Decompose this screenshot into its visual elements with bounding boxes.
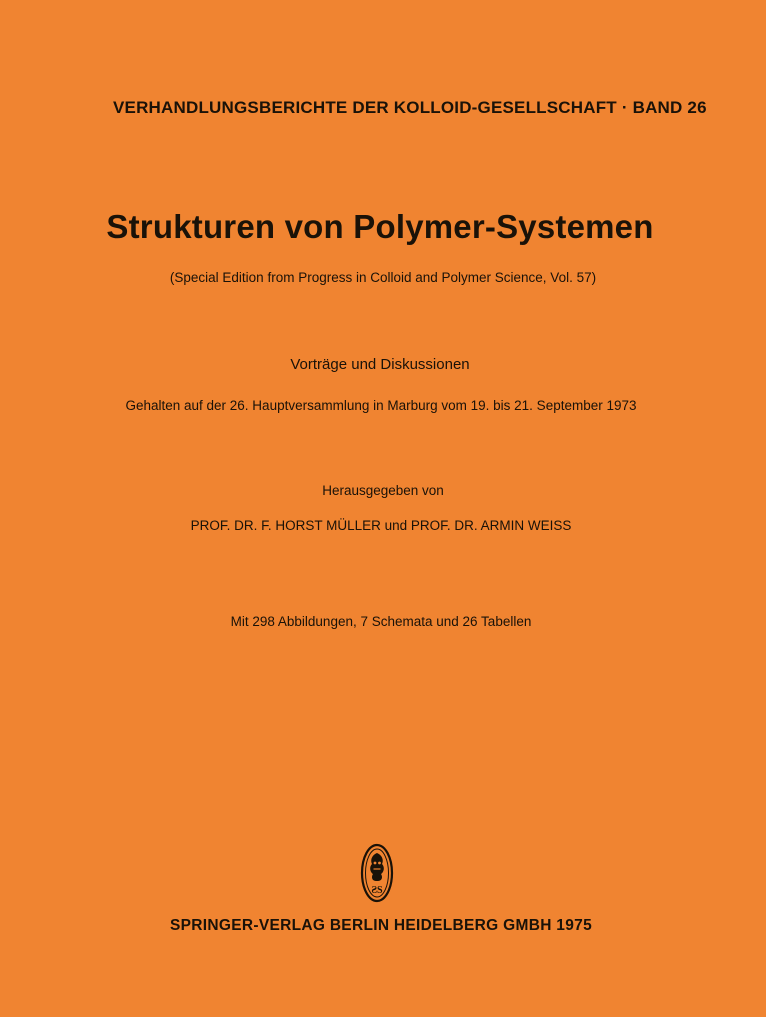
- editors-names: PROF. DR. F. HORST MÜLLER und PROF. DR. ARMIN WEISS: [190, 518, 572, 533]
- svg-text:ƧS: ƧS: [371, 885, 383, 896]
- meeting-info: Gehalten auf der 26. Hauptversammlung in Marburg vom 19. bis 21. September 1973: [125, 398, 637, 413]
- talks-heading: Vorträge und Diskussionen: [290, 356, 470, 373]
- book-subtitle: (Special Edition from Progress in Colloid and Polymer Science, Vol. 57): [169, 270, 597, 285]
- publisher-line: SPRINGER-VERLAG BERLIN HEIDELBERG GMBH 1975: [170, 917, 592, 934]
- series-title: VERHANDLUNGSBERICHTE DER KOLLOID-GESELLSCHAFT · BAND 26: [113, 98, 707, 117]
- springer-knight-logo-icon: [360, 843, 394, 903]
- book-title: Strukturen von Polymer-Systemen: [106, 208, 654, 245]
- edited-by-label: Herausgegeben von: [322, 483, 444, 498]
- figures-info: Mit 298 Abbildungen, 7 Schemata und 26 Tabellen: [230, 614, 532, 629]
